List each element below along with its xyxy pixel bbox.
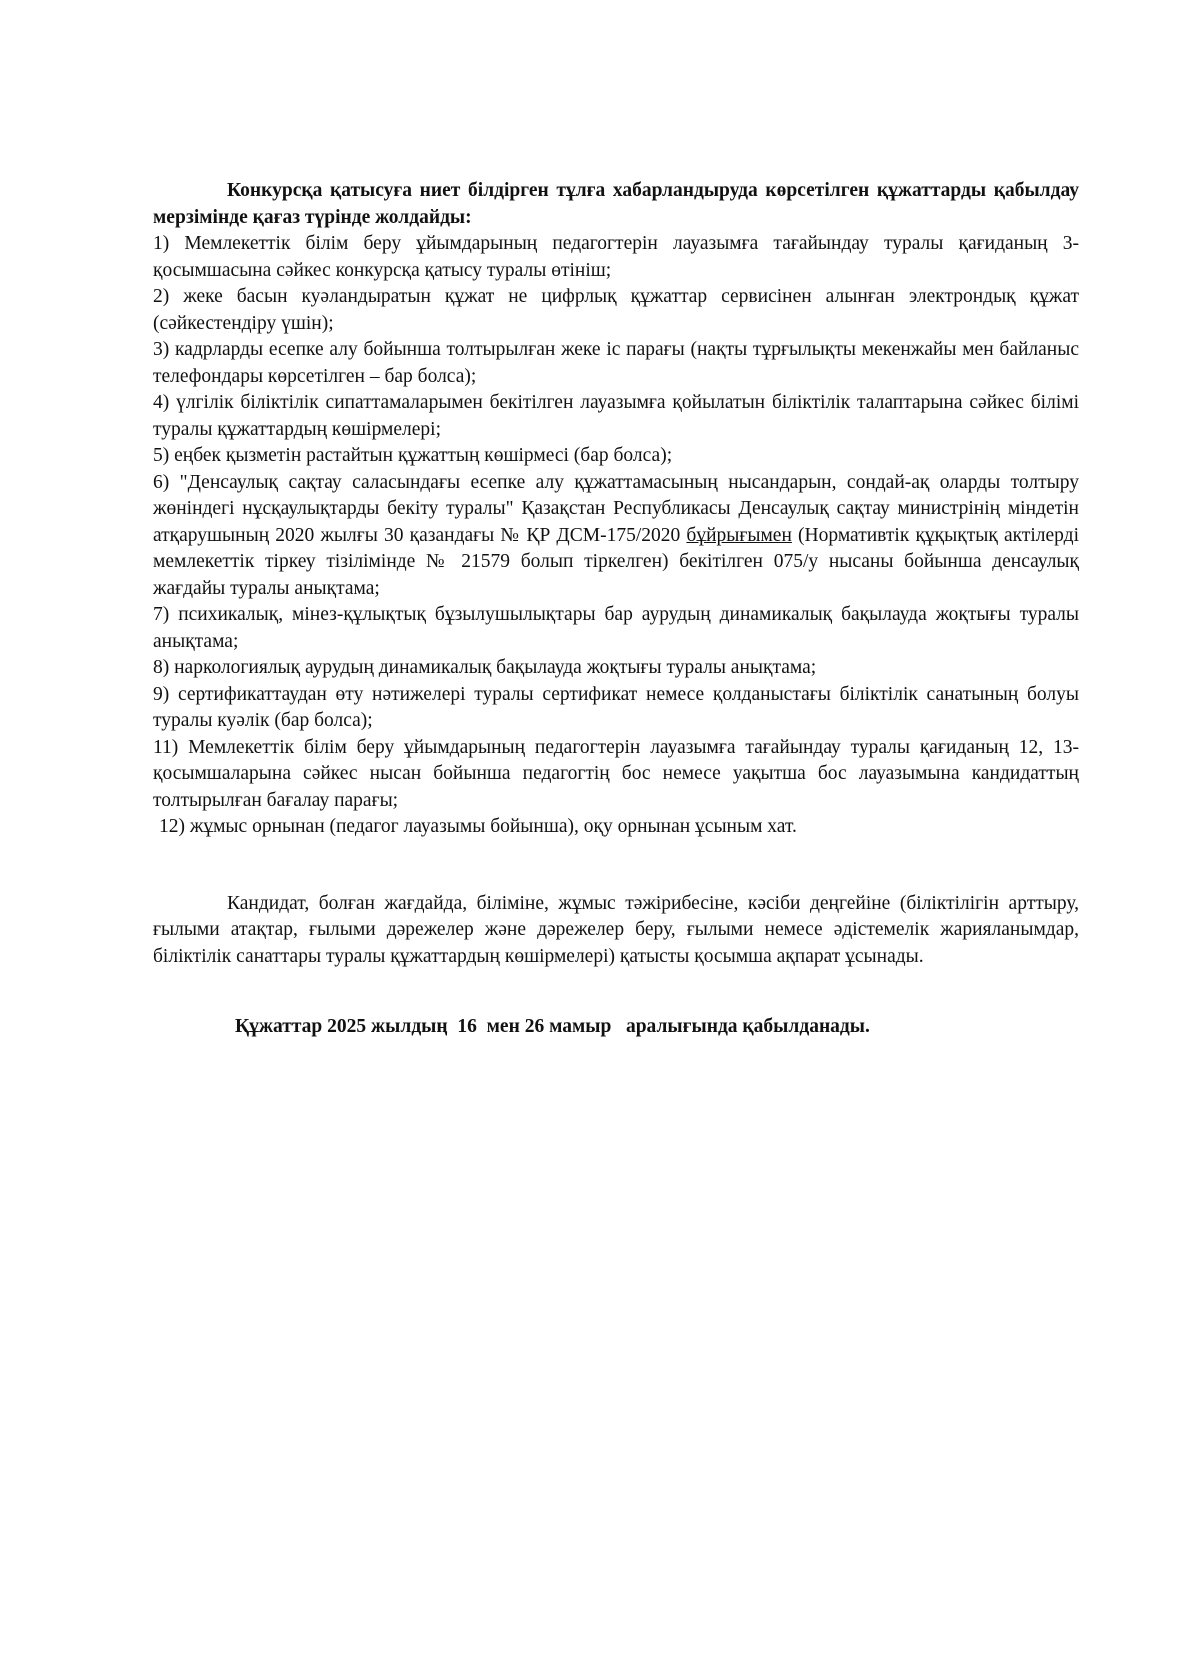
list-item: 5) еңбек қызметін растайтын құжаттың көшірмесі (бар болса); bbox=[153, 445, 673, 466]
list-item: 7) психикалық, мінез-құлықтық бұзылушылықтары бар аурудың динамикалық бақылауда жоқтығы туралы анықтама; bbox=[153, 604, 1079, 652]
list-item: 2) жеке басын куәландыратын құжат не цифрлық құжаттар сервисінен алынған электрондық құжат (сәйкестендіру үшін); bbox=[153, 286, 1079, 334]
order-link[interactable]: бұйрығымен bbox=[686, 524, 792, 546]
list-item: 9) сертификаттаудан өту нәтижелері туралы сертификат немесе қолданыстағы біліктілік санатының болуы туралы куәлік (бар болса); bbox=[153, 683, 1079, 731]
list-item: 1) Мемлекеттік білім беру ұйымдарының педагогтерін лауазымға тағайындау туралы қағиданың 3- қосымшасына сәйкес конкурсқа қатысу туралы өтініш; bbox=[153, 233, 1079, 281]
required-documents-list bbox=[153, 231, 1079, 841]
list-item-text-before: 6) "Денсаулық сақтау саласындағы есепке алу құжаттамасының нысандарын, сондай-ақ оларды толтыру жөніндегі нұсқаулықтарды бекіту туралы" Қазақстан Республикасы Денсаулық сақтау министрінің міндетін атқарушының 2020 жылғы 30 қазандағы № ҚР ДСМ-175/2020 bbox=[153, 471, 1079, 546]
list-item: 12) жұмыс орнынан (педагог лауазымы бойынша), оқу орнынан ұсыным хат. bbox=[159, 816, 797, 837]
list-item: 11) Мемлекеттік білім беру ұйымдарының педагогтерін лауазымға тағайындау туралы қағиданың 12, 13-қосымшаларына сәйкес нысан бойынша педагогтің бос немесе уақытша бос лауазымына кандидаттың толтырылған бағалау парағы; bbox=[153, 736, 1079, 811]
candidate-paragraph: Кандидат, болған жағдайда, біліміне, жұмыс тәжірибесіне, кәсіби деңгейіне (біліктілігін арттыру, ғылыми атақтар, ғылыми дәрежелер және дәрежелер беру, ғылыми немесе әдістемелік жарияланымдар, біліктілік санаттары туралы құжаттардың көшірмелері) қатысты қосымша ақпарат ұсынады. bbox=[153, 892, 1079, 967]
intro-heading: Конкурсқа қатысуға ниет білдірген тұлға хабарландыруда көрсетілген құжаттарды қабылдау мерзімінде қағаз түрінде жолдайды: bbox=[153, 180, 1079, 228]
deadline-notice: Құжаттар 2025 жылдың 16 мен 26 мамыр аралығында қабылданады. bbox=[235, 1016, 870, 1037]
list-item bbox=[153, 470, 1079, 603]
list-item: 3) кадрларды есепке алу бойынша толтырылған жеке іс парағы (нақты тұрғылықты мекенжайы мен байланыс телефондары көрсетілген – бар болса); bbox=[153, 339, 1079, 387]
list-item-text-after: (Нормативтік құқықтық актілерді мемлекеттік тіркеу тізілімінде № 21579 болып тіркелген) бекітілген 075/у нысаны бойынша денсаулық жағдайы туралы анықтама; bbox=[153, 524, 1079, 599]
list-item: 4) үлгілік біліктілік сипаттамаларымен бекітілген лауазымға қойылатын біліктілік талаптарына сәйкес білімі туралы құжаттардың көшірмелері; bbox=[153, 392, 1079, 440]
list-item: 8) наркологиялық аурудың динамикалық бақылауда жоқтығы туралы анықтама; bbox=[153, 657, 817, 678]
document-body bbox=[153, 178, 1079, 1041]
